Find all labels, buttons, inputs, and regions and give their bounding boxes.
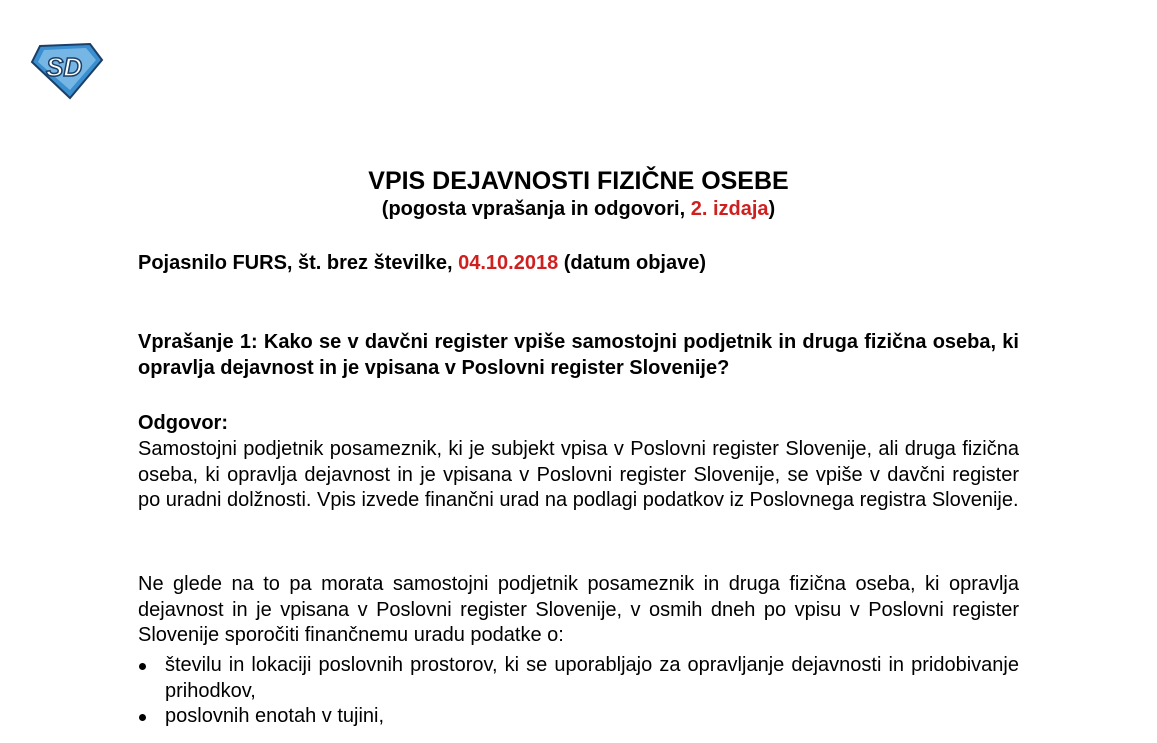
answer-paragraph-1: Samostojni podjetnik posameznik, ki je subjekt vpisa v Poslovni register Slovenije, ali druga fizična oseba, ki opravlja dejavnost in je vpisana v Poslovni register Slovenije, se vpiše v davčni register po uradni dolžnosti. Vpis izvede finančni urad na podlagi podatkov iz Poslovnega registra Slovenije.: [138, 438, 1019, 511]
svg-text:SD: SD: [46, 52, 83, 82]
source-suffix: (datum objave): [558, 252, 707, 274]
source-date: 04.10.2018: [458, 252, 559, 274]
bullet-list: [138, 653, 1019, 730]
sd-logo-icon: [30, 40, 104, 100]
document-subtitle: [0, 197, 1157, 221]
answer-paragraph-2: Ne glede na to pa morata samostojni podjetnik posameznik in druga fizična oseba, ki opravlja dejavnost in je vpisana v Poslovni register Slovenije, v osmih dneh po vpisu v Poslovni register Slovenije sporočiti finančnemu uradu podatke o:: [138, 573, 1019, 646]
subtitle-prefix: (pogosta vprašanja in odgovori,: [381, 198, 691, 220]
source-line: [138, 251, 1019, 277]
question-text: Vprašanje 1: Kako se v davčni register vpiše samostojni podjetnik in druga fizična oseba, ki opravlja dejavnost in je vpisana v Poslovni register Slovenije?: [138, 331, 1019, 379]
source-prefix: Pojasnilo FURS, št. brez številke,: [138, 252, 459, 274]
subtitle-suffix: ): [768, 198, 776, 220]
bullet-item: številu in lokaciji poslovnih prostorov, ki se uporabljajo za opravljanje dejavnosti in pridobivanje prihodkov,: [138, 653, 1019, 704]
bullet-item: poslovnih enotah v tujini,: [138, 704, 1019, 730]
answer-label: Odgovor:: [138, 412, 228, 434]
subtitle-edition: 2. izdaja: [690, 198, 769, 220]
document-title: VPIS DEJAVNOSTI FIZIČNE OSEBE: [368, 167, 789, 195]
